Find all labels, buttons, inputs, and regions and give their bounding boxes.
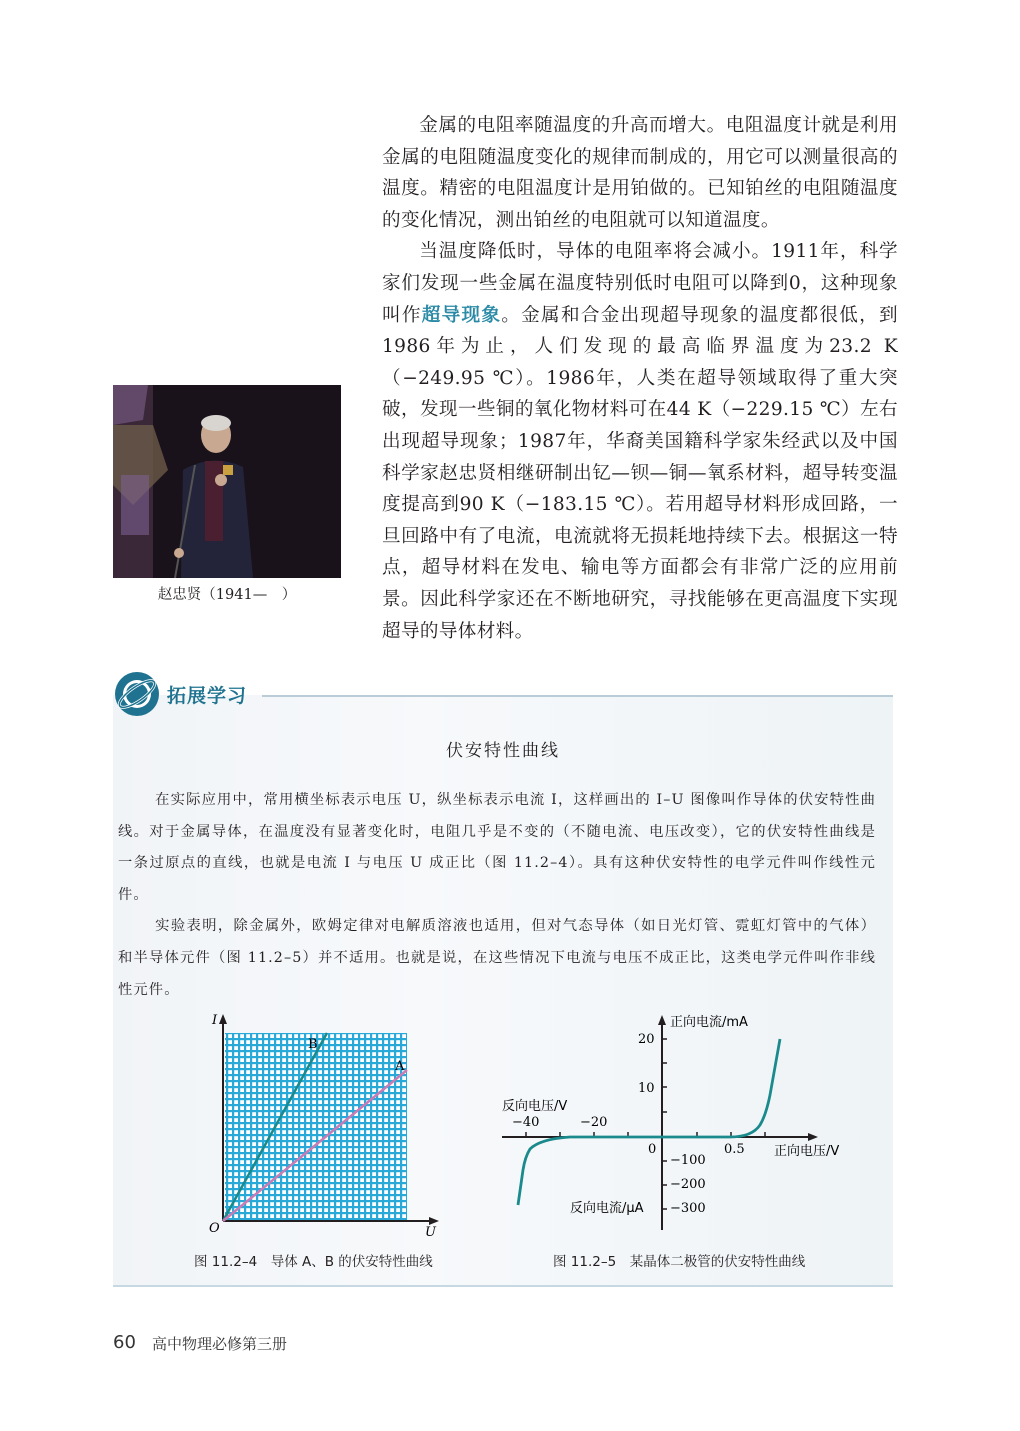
chart-iu-conductors — [190, 1008, 450, 1238]
text-segment: 。金属和合金出现超导现象的温度都很低，到1986年为止，人们发现的最高临界温度为23.2 K（−249.95 ℃）。1986年，人类在超导领域取得了重大突破，发现一些铜的氧化物材料可在44 K（−229.15 ℃）左右出现超导现象；1987年，华裔美国籍科学家朱经武以及中国科学家赵忠贤相继研制出钇—钡—铜—氧系材料，超导转变温度提高到90 K（−183.15 ℃）。若用超导材料形成回路，一旦回路中有了电流，电流就将无损耗地持续下去。根据这一特点，超导材料在发电、输电等方面都会有非常广泛的应用前景。因此科学家还在不断地研究，寻找能够在更高温度下实现超导的导体材料。 — [382, 304, 898, 642]
figure-caption-11-2-5: 图 11.2–5 某晶体二极管的伏安特性曲线 — [553, 1254, 806, 1270]
panel-text — [118, 785, 876, 1006]
x-axis-label: U — [425, 1225, 436, 1238]
x-label-forward: 正向电压/V — [774, 1144, 840, 1159]
book-title: 高中物理必修第三册 — [152, 1335, 288, 1353]
y-tick-neg300: −300 — [670, 1201, 706, 1216]
figure-caption-11-2-4: 图 11.2–4 导体 A、B 的伏安特性曲线 — [194, 1254, 433, 1270]
y-label-forward: 正向电流/mA — [670, 1015, 748, 1030]
series-label-a: A — [395, 1059, 405, 1074]
paragraph-iu-curve: 在实际应用中，常用横坐标表示电压 U，纵坐标表示电流 I，这样画出的 I–U 图像叫作导体的伏安特性曲线。对于金属导体，在温度没有显著变化时，电阻几乎是不变的（不随电流、电压改变），它的伏安特性曲线是一条过原点的直线，也就是电流 I 与电压 U 成正比（图 11.2–4）。具有这种伏安特性的电学元件叫作线性元件。 — [118, 792, 876, 903]
portrait-illustration — [113, 385, 341, 578]
main-text — [382, 110, 898, 647]
x-tick-0-5: 0.5 — [724, 1142, 745, 1157]
x-label-reverse: 反向电压/V — [502, 1099, 568, 1114]
paragraph-resistance-thermometer: 金属的电阻率随温度的升高而增大。电阻温度计就是利用金属的电阻随温度变化的规律而制成的，用它可以测量很高的温度。精密的电阻温度计是用铂做的。已知铂丝的电阻随温度的变化情况，测出铂丝的电阻就可以知道温度。 — [382, 115, 898, 231]
y-tick-20: 20 — [638, 1032, 655, 1047]
x-tick-neg20: −20 — [580, 1115, 608, 1130]
paragraph-nonlinear: 实验表明，除金属外，欧姆定律对电解质溶液也适用，但对气态导体（如日光灯管、霓虹灯管中的气体）和半导体元件（图 11.2–5）并不适用。也就是说，在这些情况下电流与电压不成正比，这类电学元件叫作非线性元件。 — [118, 918, 876, 998]
page-number: 60 — [113, 1332, 136, 1353]
photo-caption: 赵忠贤（1941— ） — [157, 587, 297, 603]
y-tick-neg100: −100 — [670, 1153, 706, 1168]
chart-diode-iu — [490, 1005, 870, 1230]
y-label-reverse: 反向电流/μA — [570, 1201, 644, 1216]
series-label-b: B — [308, 1037, 318, 1052]
planet-orbit-icon — [113, 670, 161, 718]
zero-label: 0 — [648, 1142, 657, 1157]
y-tick-10: 10 — [638, 1081, 655, 1096]
panel-title: 伏安特性曲线 — [446, 741, 560, 761]
origin-label: O — [209, 1221, 220, 1236]
portrait-photo — [113, 385, 341, 578]
y-tick-neg200: −200 — [670, 1177, 706, 1192]
paragraph-superconductivity — [382, 236, 898, 647]
text-segment: 当温度降低时，导体的电阻率将会减小。1911年，科学家们发现一些金属在温度特别低时电阻可以降到0，这种现象叫作 — [382, 241, 898, 326]
panel-header-rule — [262, 695, 893, 697]
keyword-superconductivity: 超导现象 — [421, 304, 502, 326]
y-axis-label: I — [212, 1013, 218, 1028]
x-tick-neg40: −40 — [512, 1115, 540, 1130]
chart-grid — [225, 1033, 407, 1221]
panel-header-label: 拓展学习 — [167, 685, 248, 707]
